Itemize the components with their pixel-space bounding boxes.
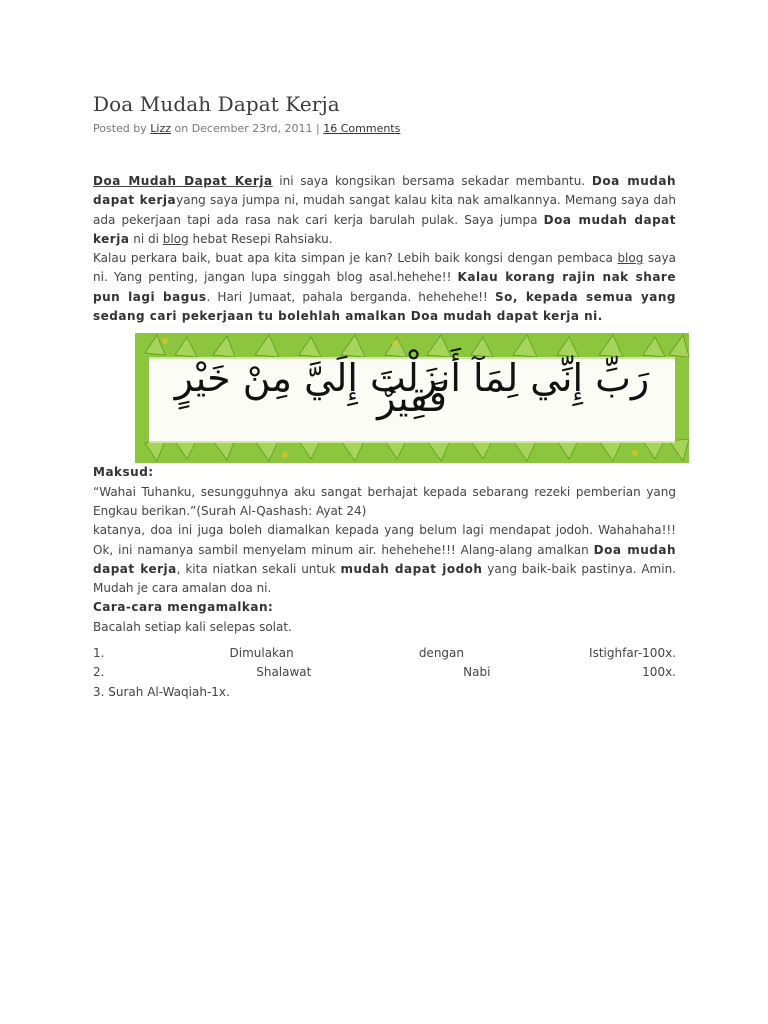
comments-link[interactable]: 16 Comments <box>323 122 401 135</box>
doa-arabic-text: رَبِّ إِنِّي لِمَآ أَنزَلْتَ إِلَيَّ مِنْ خَيْرٍ فَقِيرٌ <box>174 356 650 420</box>
doa-banner-image <box>135 333 689 463</box>
maksud-text: “Wahai Tuhanku, sesungguhnya aku sangat berhajat kepada sebarang rezeki pemberian yang Engkau berikan.”(Surah Al-Qashash: Ayat 24) <box>93 484 676 518</box>
maksud-label: Maksud: <box>93 465 154 480</box>
post-meta <box>93 122 400 135</box>
paragraph-intro: Doa Mudah Dapat Kerja ini saya kongsikan bersama sekadar membantu. Doa mudah dapat kerjayang saya jumpa ni, mudah sangat kalau kita nak amalkannya. Memang saya dah ada pekerjaan tapi ada rasa nak cari kerja barulah pulak. Saya jumpa Doa mudah dapat kerja ni di blog hebat Resepi Rahsiaku. <box>93 174 677 246</box>
meta-date: on December 23rd, 2011 | <box>171 122 324 135</box>
list-item-1: 1. Dimulakan dengan Istighfar-100x. <box>93 646 676 661</box>
post-title: Doa Mudah Dapat Kerja <box>93 92 340 116</box>
meta-prefix: Posted by <box>93 122 151 135</box>
paragraph-jodoh: katanya, doa ini juga boleh diamalkan kepada yang belum lagi mendapat jodoh. Wahahaha!!! Ok, ini namanya sambil menyelam minum air. hehehehe!!! Alang-alang amalkan Doa mudah dapat kerja, kita niatkan sekali untuk mudah dapat jodoh yang baik-baik pastinya. Amin. Mudah je cara amalan doa ni. <box>93 523 677 596</box>
list-item-2: 2. Shalawat Nabi 100x. <box>93 665 676 680</box>
paragraph-share: Kalau perkara baik, buat apa kita simpan je kan? Lebih baik kongsi dengan pembaca blog saya ni. Yang penting, jangan lupa singgah blog asal.hehehe!! Kalau korang rajin nak share pun lagi bagus. Hari Jumaat, pahala berganda. hehehehe!! So, kepada semua yang sedang cari pekerjaan tu bolehlah amalkan Doa mudah dapat kerja ni. <box>93 251 676 324</box>
banner-text-panel <box>149 357 675 443</box>
post-content <box>93 172 676 702</box>
post-title-link[interactable]: Doa Mudah Dapat Kerja <box>93 174 273 188</box>
blog-link-2[interactable]: blog <box>617 251 644 266</box>
blog-link[interactable]: blog <box>162 231 189 246</box>
list-item-3: 3. Surah Al-Waqiah-1x. <box>93 684 230 699</box>
author-link[interactable]: Lizz <box>150 122 171 135</box>
cara-text: Bacalah setiap kali selepas solat. <box>93 619 292 634</box>
cara-label: Cara-cara mengamalkan: <box>93 600 274 615</box>
